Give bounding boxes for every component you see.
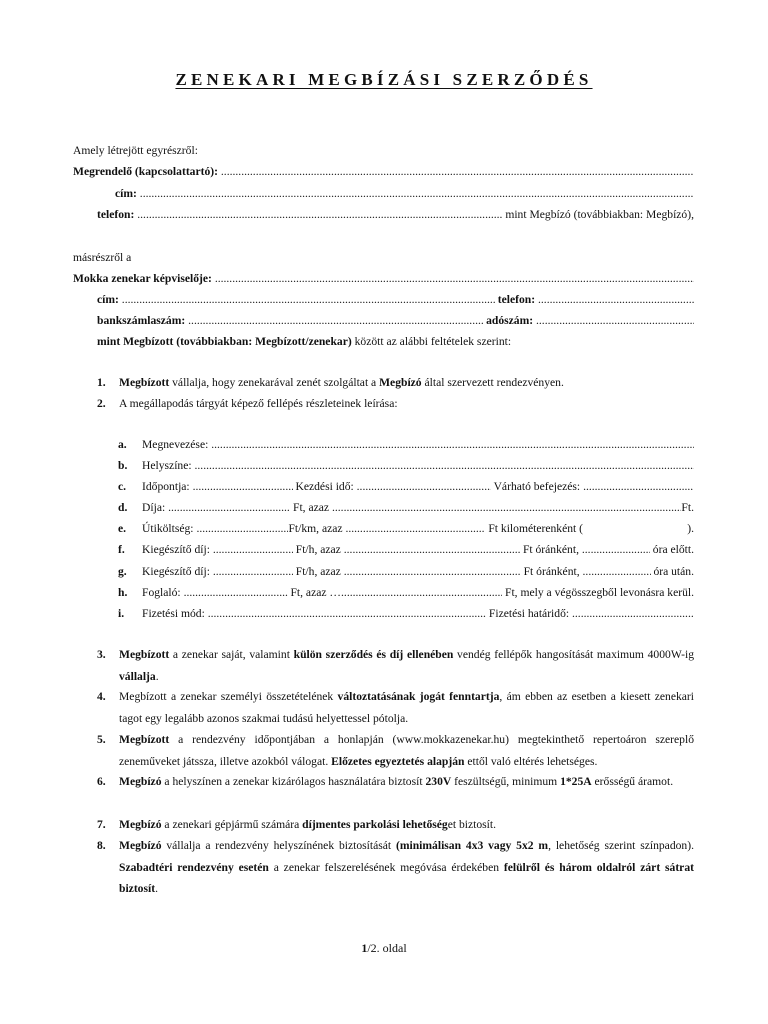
- client-address-field: [115, 187, 694, 201]
- item-8-text-2: , lehetőség szerint színpadon).: [548, 839, 694, 852]
- item-1-number: 1.: [97, 376, 106, 389]
- item-3-text-3: .: [155, 669, 159, 683]
- item-5-text-1: a rendezvény időpontjában a honlapján (www.mokkazenekar.hu) megtekinthető repertoáron szereplő zeneműveket játssza, illetve azokból válogat.: [119, 733, 694, 768]
- detail-d-dots-1: [168, 501, 290, 515]
- item-3-bold-2: külön szerződés és díj ellenében: [293, 648, 454, 661]
- band-rep-field: [73, 272, 694, 286]
- detail-i-row: [142, 607, 694, 621]
- band-phone-label: telefon:: [497, 293, 536, 306]
- detail-i-dots-2: [572, 607, 694, 621]
- detail-a-letter: a.: [118, 438, 127, 451]
- detail-f-letter: f.: [118, 543, 125, 556]
- item-6-text-3: erősségű áramot.: [591, 775, 674, 788]
- item-8-bold-3: Szabadtéri rendezvény esetén: [119, 860, 269, 874]
- detail-f-dots-3: [582, 543, 650, 557]
- page-number-current: 1: [361, 941, 368, 955]
- page-number-rest: /2. oldal: [367, 941, 407, 955]
- detail-i-mid: Fizetési határidő:: [488, 607, 570, 620]
- detail-f-row: [142, 543, 694, 557]
- detail-c-mid: Kezdési idő:: [295, 480, 354, 493]
- detail-a-label: Megnevezése:: [142, 438, 209, 451]
- detail-d-label: Díja:: [142, 501, 166, 514]
- item-7-text: [119, 818, 496, 832]
- item-8-number: 8.: [97, 839, 106, 852]
- item-3-text-1: a zenekar saját, valamint: [169, 648, 294, 661]
- item-1-text-2: által szervezett rendezvényen.: [421, 376, 564, 389]
- item-3-bold-3: vállalja: [119, 669, 156, 683]
- detail-i-letter: i.: [118, 607, 125, 620]
- client-phone-dots: [137, 208, 502, 222]
- intro-text: Amely létrejött egyrészről:: [73, 144, 198, 157]
- item-2-number: 2.: [97, 397, 106, 410]
- detail-c-letter: c.: [118, 480, 127, 493]
- item-8-bold-1: Megbízó: [119, 839, 162, 852]
- detail-f-end: óra előtt.: [652, 543, 694, 556]
- band-address-dots: [122, 293, 495, 307]
- other-party-text: másrészről a: [73, 251, 132, 264]
- agent-rest: között az alábbi feltételek szerint:: [351, 335, 512, 348]
- item-7-bold-1: Megbízó: [119, 818, 162, 831]
- detail-b-letter: b.: [118, 459, 128, 472]
- detail-h-end: Ft, mely a végösszegből levonásra kerül.: [505, 586, 694, 599]
- bank-label: bankszámlaszám:: [97, 314, 186, 327]
- item-8-text-4: .: [155, 882, 158, 895]
- item-6-bold-3: 1*25A: [560, 775, 592, 788]
- item-8-text: [119, 835, 694, 900]
- item-3-text: [119, 644, 694, 687]
- item-4-text: [119, 686, 694, 729]
- detail-d-dots-2: [332, 501, 681, 515]
- detail-e-mid: Ft/km, azaz: [288, 522, 343, 535]
- item-5-number: 5.: [97, 733, 106, 746]
- item-6-number: 6.: [97, 775, 106, 788]
- item-1-bold-2: Megbízó: [379, 376, 422, 389]
- detail-g-end: óra után.: [653, 565, 694, 578]
- agent-line: [97, 335, 511, 349]
- band-rep-label: Mokka zenekar képviselője:: [73, 272, 212, 285]
- detail-d-letter: d.: [118, 501, 128, 514]
- detail-f-dots-1: [213, 543, 293, 557]
- item-1-bold-1: Megbízott: [119, 376, 170, 389]
- detail-e-label: Útiköltség:: [142, 522, 194, 535]
- detail-e-dots-1: [196, 522, 288, 536]
- detail-e-mid2: Ft kilométerenként (: [488, 522, 584, 535]
- item-6-bold-2: 230V: [425, 775, 452, 788]
- item-5-bold-2: Előzetes egyeztetés alapján: [331, 754, 465, 768]
- item-5-bold-1: Megbízott: [119, 733, 170, 746]
- item-5-text-2: ettől való eltérés lehetséges.: [464, 754, 598, 768]
- item-7-bold-2: díjmentes parkolási lehetőség: [302, 818, 448, 831]
- client-suffix: mint Megbízó (továbbiakban: Megbízó),: [505, 208, 694, 221]
- detail-g-dots-1: [213, 565, 293, 579]
- item-7-text-1: a zenekari gépjármű számára: [161, 818, 303, 831]
- detail-e-dots-2: [345, 522, 485, 536]
- detail-i-label: Fizetési mód:: [142, 607, 205, 620]
- detail-h-letter: h.: [118, 586, 128, 599]
- client-address-label: cím:: [115, 187, 137, 200]
- detail-g-letter: g.: [118, 565, 127, 578]
- item-4-bold-1: változtatásának jogát fenntartja: [337, 690, 500, 703]
- item-8-bold-4: felülről és három oldalról zárt sátrat biztosít: [119, 860, 694, 895]
- detail-e-end: ).: [687, 522, 694, 535]
- item-3-bold-1: Megbízott: [119, 648, 170, 661]
- detail-f-label: Kiegészítő díj:: [142, 543, 210, 556]
- detail-h-mid: Ft, azaz …: [290, 586, 342, 599]
- detail-f-mid2: Ft óránként,: [522, 543, 579, 556]
- band-address-label: cím:: [97, 293, 119, 306]
- detail-b-label: Helyszíne:: [142, 459, 192, 472]
- item-3-number: 3.: [97, 648, 106, 661]
- detail-h-dots-1: [184, 586, 288, 600]
- band-phone-dots: [538, 293, 694, 307]
- page-number: [0, 941, 768, 956]
- item-6-text: [119, 771, 694, 793]
- detail-g-row: [142, 565, 694, 579]
- agent-bold: mint Megbízott (továbbiakban: Megbízott/zenekar): [97, 335, 352, 348]
- detail-f-mid: Ft/h, azaz: [295, 543, 341, 556]
- item-4-text-1: Megbízott a zenekar személyi összetételének: [119, 690, 338, 703]
- detail-i-dots-1: [208, 607, 486, 621]
- detail-e-row: [142, 522, 694, 536]
- item-6-bold-1: Megbízó: [119, 775, 162, 788]
- item-4-number: 4.: [97, 690, 106, 703]
- detail-c-dots-1: [193, 480, 293, 494]
- detail-g-label: Kiegészítő díj:: [142, 565, 210, 578]
- tax-label: adószám:: [486, 314, 534, 327]
- detail-h-row: [142, 586, 694, 600]
- detail-c-row: [142, 480, 694, 494]
- item-6-text-1: a helyszínen a zenekar kizárólagos használatára biztosít: [161, 775, 426, 788]
- item-1-text-1: vállalja, hogy zenekarával zenét szolgáltat a: [169, 376, 380, 389]
- item-1-text: [119, 376, 564, 390]
- detail-c-end: Várható befejezés:: [493, 480, 581, 493]
- client-address-dots: [140, 187, 694, 201]
- bank-field: [97, 314, 694, 328]
- detail-c-dots-3: [583, 480, 694, 494]
- detail-g-dots-3: [583, 565, 651, 579]
- detail-c-dots-2: [357, 480, 491, 494]
- detail-d-mid: Ft, azaz: [293, 501, 330, 514]
- detail-e-letter: e.: [118, 522, 127, 535]
- detail-g-dots-2: [344, 565, 521, 579]
- detail-a-dots: [211, 438, 694, 452]
- detail-b-row: [142, 459, 694, 473]
- item-8-text-1: vállalja a rendezvény helyszínének biztosítását: [161, 839, 396, 852]
- band-address-field: [97, 293, 694, 307]
- client-phone-label: telefon:: [97, 208, 135, 221]
- client-phone-field: [97, 208, 694, 222]
- item-2-text: A megállapodás tárgyát képező fellépés részleteinek leírása:: [119, 397, 398, 410]
- item-8-text-3: a zenekar felszerelésének megóvása érdekében: [268, 860, 504, 874]
- detail-a-row: [142, 438, 694, 452]
- client-field: [73, 165, 694, 179]
- detail-h-dots-2: [341, 586, 502, 600]
- detail-g-mid2: Ft óránként,: [523, 565, 580, 578]
- detail-d-row: [142, 501, 694, 515]
- item-5-text: [119, 729, 694, 772]
- detail-h-label: Foglaló:: [142, 586, 181, 599]
- item-8-bold-2: (minimálisan 4x3 vagy 5x2 m: [395, 839, 549, 852]
- tax-dots: [536, 314, 694, 328]
- client-label: Megrendelő (kapcsolattartó):: [73, 165, 218, 178]
- detail-c-label: Időpontja:: [142, 480, 190, 493]
- detail-b-dots: [195, 459, 695, 473]
- item-7-number: 7.: [97, 818, 106, 831]
- band-rep-dots: [215, 272, 694, 286]
- document-title: ZENEKARI MEGBÍZÁSI SZERZŐDÉS: [175, 70, 593, 89]
- bank-dots: [188, 314, 483, 328]
- item-7-text-2: et biztosít.: [447, 818, 497, 831]
- detail-g-mid: Ft/h, azaz: [295, 565, 341, 578]
- client-dots: [221, 165, 694, 179]
- item-4-text-2: , ám ebben az esetben a kiesett zenekari tagot egy legalább azonos szakmai tudású helyettessel pótolja.: [119, 690, 694, 725]
- item-6-text-2: feszültségű, minimum: [451, 775, 561, 788]
- detail-d-end: Ft.: [681, 501, 694, 514]
- detail-f-dots-2: [344, 543, 520, 557]
- item-3-text-2: vendég fellépők hangosítását maximum 4000W-ig: [453, 648, 694, 661]
